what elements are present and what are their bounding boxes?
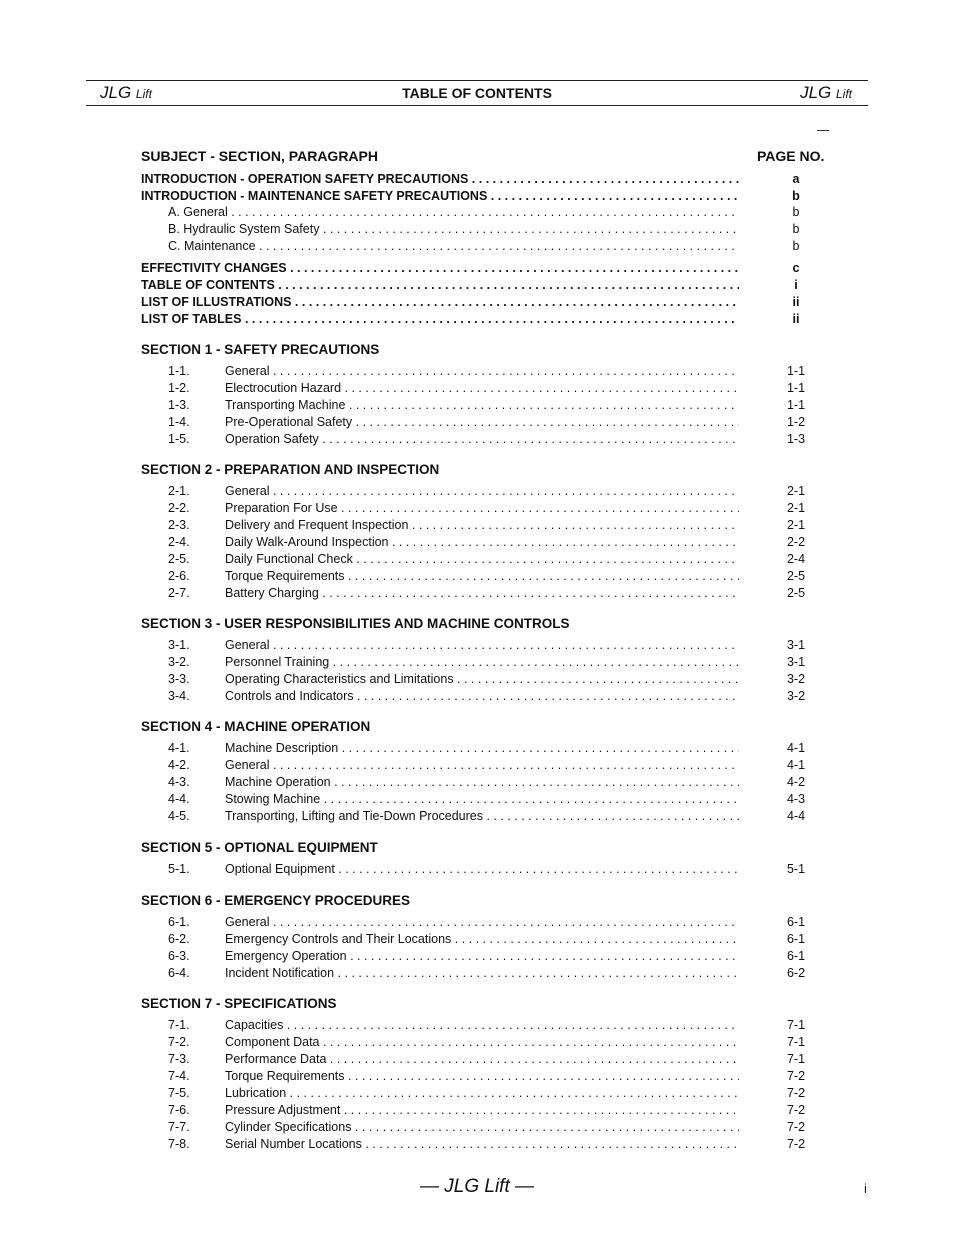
entry-number: 5-1.	[168, 862, 190, 876]
entry-page: c	[792, 261, 800, 275]
entry-number: 1-4.	[168, 415, 190, 429]
entry-title: EFFECTIVITY CHANGES . . .	[141, 260, 739, 277]
entry-number: 1-5.	[168, 432, 190, 446]
entry-title: Emergency Controls and Their Locations . . .	[225, 931, 739, 948]
entry-page: 5-1	[786, 862, 806, 876]
entry-title: Torque Requirements . . .	[225, 568, 739, 585]
toc-entry	[141, 688, 831, 705]
entry-title: Optional Equipment . . .	[225, 861, 739, 878]
header-brand-left: JLG Lift	[100, 83, 152, 102]
entry-title: General . . .	[225, 637, 739, 654]
entry-number: 7-2.	[168, 1035, 190, 1049]
entry-number: 1-2.	[168, 381, 190, 395]
entry-title: Stowing Machine . . .	[225, 791, 739, 808]
toc-entry	[141, 637, 831, 654]
toc-entry	[141, 204, 831, 221]
entry-page: ii	[792, 295, 800, 309]
entry-number: 7-7.	[168, 1120, 190, 1134]
toc-entry	[141, 1017, 831, 1034]
entry-number: 2-5.	[168, 552, 190, 566]
entry-number: 7-8.	[168, 1137, 190, 1151]
toc-entry	[141, 221, 831, 238]
toc-entry	[141, 171, 831, 188]
entry-page: 7-1	[786, 1052, 806, 1066]
toc-entry	[141, 188, 831, 205]
toc-entry	[141, 238, 831, 255]
entry-page: 2-2	[786, 535, 806, 549]
toc-entry	[141, 517, 831, 534]
entry-page: 2-5	[786, 569, 806, 583]
entry-page: 1-1	[786, 398, 806, 412]
entry-title: A. General . . .	[168, 204, 739, 221]
toc-entry	[141, 585, 831, 602]
entry-title: Torque Requirements . . .	[225, 1068, 739, 1085]
entry-number: 7-5.	[168, 1086, 190, 1100]
toc-entry	[141, 808, 831, 825]
entry-number: 2-6.	[168, 569, 190, 583]
entry-title: LIST OF TABLES . . .	[141, 311, 739, 328]
entry-number: 7-1.	[168, 1018, 190, 1032]
entry-page: 7-2	[786, 1086, 806, 1100]
entry-number: 4-3.	[168, 775, 190, 789]
toc-entry	[141, 1068, 831, 1085]
entry-title: INTRODUCTION - OPERATION SAFETY PRECAUTIONS . . .	[141, 171, 739, 188]
entry-number: 3-3.	[168, 672, 190, 686]
toc-entry	[141, 1119, 831, 1136]
toc-entry	[141, 380, 831, 397]
entry-number: 3-1.	[168, 638, 190, 652]
entry-page: 7-1	[786, 1018, 806, 1032]
toc-entry	[141, 534, 831, 551]
entry-page: 3-1	[786, 655, 806, 669]
entry-page: 6-2	[786, 966, 806, 980]
entry-number: 2-7.	[168, 586, 190, 600]
entry-title: Operating Characteristics and Limitations . . .	[225, 671, 739, 688]
entry-page: 4-2	[786, 775, 806, 789]
toc-entry	[141, 1085, 831, 1102]
entry-page: 6-1	[786, 915, 806, 929]
entry-title: Component Data . . .	[225, 1034, 739, 1051]
entry-page: 1-1	[786, 364, 806, 378]
entry-title: INTRODUCTION - MAINTENANCE SAFETY PRECAUTIONS . . .	[141, 188, 739, 205]
page-title: TABLE OF CONTENTS	[402, 85, 552, 101]
entry-title: Lubrication . . .	[225, 1085, 739, 1102]
entry-number: 3-4.	[168, 689, 190, 703]
toc-entry	[141, 311, 831, 328]
entry-title: Daily Functional Check . . .	[225, 551, 739, 568]
toc-entry	[141, 757, 831, 774]
entry-page: 7-2	[786, 1137, 806, 1151]
toc-entry	[141, 1051, 831, 1068]
entry-title: Serial Number Locations . . .	[225, 1136, 739, 1153]
page-number: i	[864, 1181, 867, 1196]
section-heading: SECTION 2 - PREPARATION AND INSPECTION	[141, 462, 440, 477]
entry-title: TABLE OF CONTENTS . . .	[141, 277, 739, 294]
entry-title: Delivery and Frequent Inspection . . .	[225, 517, 739, 534]
section-heading: SECTION 4 - MACHINE OPERATION	[141, 719, 371, 734]
entry-page: 7-2	[786, 1069, 806, 1083]
entry-number: 1-3.	[168, 398, 190, 412]
entry-page: 7-1	[786, 1035, 806, 1049]
header-brand-right: JLG Lift	[800, 83, 852, 102]
entry-title: Machine Description . . .	[225, 740, 739, 757]
toc-entry	[141, 568, 831, 585]
toc-entry	[141, 294, 831, 311]
entry-title: B. Hydraulic System Safety . . .	[168, 221, 739, 238]
entry-page: 4-1	[786, 758, 806, 772]
entry-page: 2-4	[786, 552, 806, 566]
entry-title: Transporting, Lifting and Tie-Down Procedures . . .	[225, 808, 739, 825]
toc-entry	[141, 483, 831, 500]
toc-entry	[141, 1034, 831, 1051]
entry-title: Cylinder Specifications . . .	[225, 1119, 739, 1136]
toc-entry	[141, 414, 831, 431]
entry-page: 6-1	[786, 932, 806, 946]
entry-number: 4-5.	[168, 809, 190, 823]
entry-title: LIST OF ILLUSTRATIONS . . .	[141, 294, 739, 311]
entry-page: 1-3	[786, 432, 806, 446]
entry-title: Pre-Operational Safety . . .	[225, 414, 739, 431]
page-footer: — JLG Lift —	[419, 1176, 535, 1197]
entry-title: Operation Safety . . .	[225, 431, 739, 448]
entry-page: 1-1	[786, 381, 806, 395]
entry-title: Pressure Adjustment . . .	[225, 1102, 739, 1119]
entry-title: Electrocution Hazard . . .	[225, 380, 739, 397]
entry-number: 1-1.	[168, 364, 190, 378]
entry-number: 2-3.	[168, 518, 190, 532]
toc-entry	[141, 500, 831, 517]
toc-entry	[141, 1102, 831, 1119]
entry-page: 3-2	[786, 689, 806, 703]
entry-number: 7-3.	[168, 1052, 190, 1066]
entry-page: b	[792, 205, 800, 219]
entry-page: 3-1	[786, 638, 806, 652]
entry-number: 4-4.	[168, 792, 190, 806]
section-heading: SECTION 7 - SPECIFICATIONS	[141, 996, 337, 1011]
toc-entry	[141, 654, 831, 671]
entry-page: 3-2	[786, 672, 806, 686]
entry-number: 6-3.	[168, 949, 190, 963]
entry-page: i	[794, 278, 798, 292]
toc-entry	[141, 363, 831, 380]
entry-page: 1-2	[786, 415, 806, 429]
toc-entry	[141, 931, 831, 948]
entry-title: Daily Walk-Around Inspection . . .	[225, 534, 739, 551]
entry-page: 2-1	[786, 518, 806, 532]
entry-page: 7-2	[786, 1120, 806, 1134]
entry-title: Emergency Operation . . .	[225, 948, 739, 965]
toc-entry	[141, 914, 831, 931]
entry-page: 7-2	[786, 1103, 806, 1117]
toc-entry	[141, 861, 831, 878]
section-heading: SECTION 3 - USER RESPONSIBILITIES AND MACHINE CONTROLS	[141, 616, 570, 631]
toc-entry	[141, 551, 831, 568]
entry-number: 2-4.	[168, 535, 190, 549]
entry-page: 2-1	[786, 484, 806, 498]
toc-entry	[141, 260, 831, 277]
toc-entry	[141, 791, 831, 808]
entry-page: 4-1	[786, 741, 806, 755]
toc-entry	[141, 965, 831, 982]
section-heading: SECTION 6 - EMERGENCY PROCEDURES	[141, 893, 411, 908]
entry-number: 2-1.	[168, 484, 190, 498]
entry-title: Preparation For Use . . .	[225, 500, 739, 517]
entry-number: 3-2.	[168, 655, 190, 669]
entry-title: Battery Charging . . .	[225, 585, 739, 602]
entry-number: 6-4.	[168, 966, 190, 980]
toc-entry	[141, 671, 831, 688]
entry-title: Incident Notification . . .	[225, 965, 739, 982]
entry-page: ii	[792, 312, 800, 326]
entry-page: a	[792, 172, 800, 186]
entry-title: General . . .	[225, 914, 739, 931]
entry-page: b	[792, 239, 800, 253]
toc-entry	[141, 277, 831, 294]
entry-title: Controls and Indicators . . .	[225, 688, 739, 705]
toc-entry	[141, 740, 831, 757]
entry-page: b	[792, 222, 800, 236]
toc-entry	[141, 397, 831, 414]
entry-page: 4-3	[786, 792, 806, 806]
subject-column-heading: SUBJECT - SECTION, PARAGRAPH	[141, 148, 378, 164]
page-column-heading: PAGE NO.	[757, 148, 825, 164]
entry-title: Machine Operation . . .	[225, 774, 739, 791]
entry-number: 2-2.	[168, 501, 190, 515]
entry-page: 2-1	[786, 501, 806, 515]
entry-number: 6-1.	[168, 915, 190, 929]
entry-number: 7-6.	[168, 1103, 190, 1117]
section-heading: SECTION 1 - SAFETY PRECAUTIONS	[141, 342, 380, 357]
toc-entry	[141, 431, 831, 448]
entry-title: General . . .	[225, 757, 739, 774]
entry-title: Transporting Machine . . .	[225, 397, 739, 414]
entry-title: Personnel Training . . .	[225, 654, 739, 671]
entry-number: 4-2.	[168, 758, 190, 772]
entry-number: 4-1.	[168, 741, 190, 755]
section-heading: SECTION 5 - OPTIONAL EQUIPMENT	[141, 840, 378, 855]
toc-entry	[141, 1136, 831, 1153]
entry-title: General . . .	[225, 363, 739, 380]
entry-number: 6-2.	[168, 932, 190, 946]
entry-page: 4-4	[786, 809, 806, 823]
entry-title: C. Maintenance . . .	[168, 238, 739, 255]
entry-title: Performance Data . . .	[225, 1051, 739, 1068]
entry-title: Capacities . . .	[225, 1017, 739, 1034]
entry-title: General . . .	[225, 483, 739, 500]
entry-page: 6-1	[786, 949, 806, 963]
toc-entry	[141, 774, 831, 791]
entry-number: 7-4.	[168, 1069, 190, 1083]
toc-entry	[141, 948, 831, 965]
entry-page: 2-5	[786, 586, 806, 600]
entry-page: b	[792, 189, 800, 203]
